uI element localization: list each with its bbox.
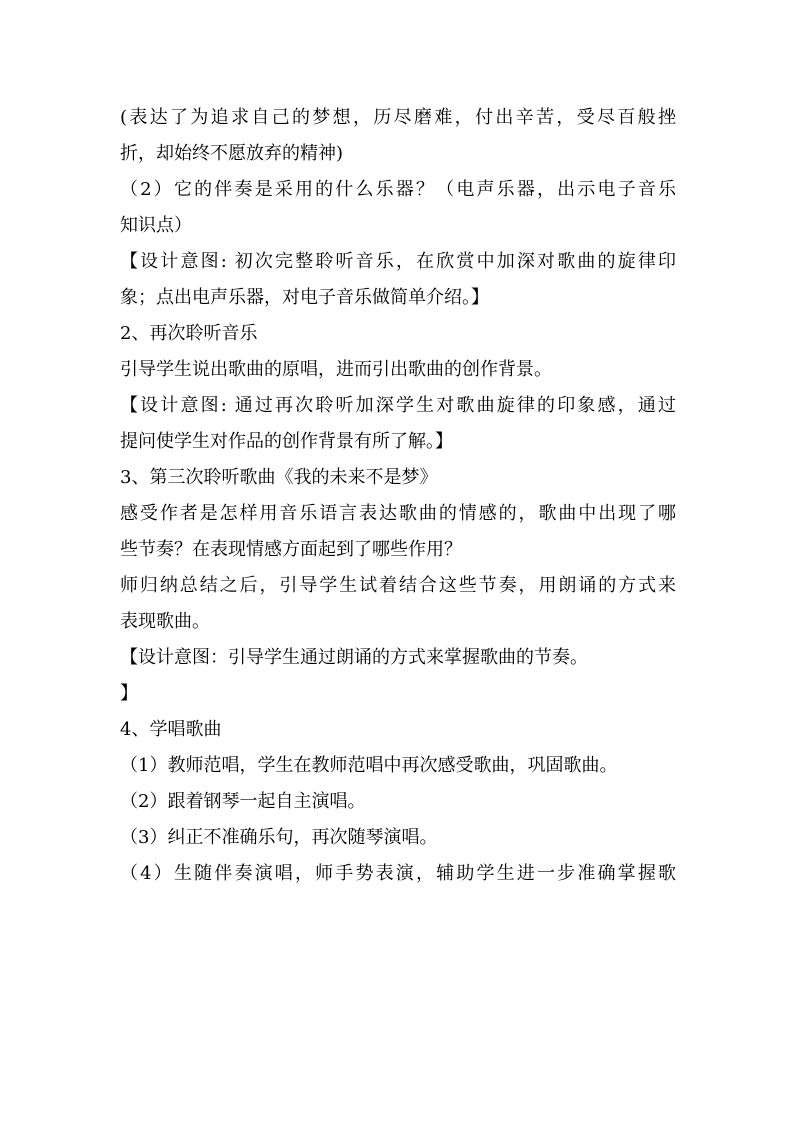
design-intent-2-line-1: 【设计意图: 通过再次聆听加深学生对歌曲旋律的印象感，通过 [120,395,676,416]
question-2-line-1: （2）它的伴奏是采用的什么乐器？（电声乐器，出示电子音乐 [120,179,676,200]
step-4: （4）生随伴奏演唱，师手势表演，辅助学生进一步准确掌握歌 [120,863,676,884]
paragraph-line-1: (表达了为追求自己的梦想，历尽磨难，付出辛苦，受尽百般挫 [120,107,676,128]
design-intent-2-line-2: 提问使学生对作品的创作背景有所了解。】 [120,431,453,452]
section-3-text-line-4: 表现歌曲。 [120,611,210,632]
paragraph-line-2: 折，却始终不愿放弃的精神) [120,143,344,164]
document-page [120,100,676,892]
section-3-text-line-2: 些节奏？在表现情感方面起到了哪些作用？ [120,539,462,560]
section-heading-2: 2、再次聆听音乐 [120,323,258,344]
section-heading-4: 4、学唱歌曲 [120,719,222,740]
design-intent-3-line-2: 】 [120,683,138,704]
step-2: （2）跟着钢琴一起自主演唱。 [120,791,366,812]
section-2-text: 引导学生说出歌曲的原唱，进而引出歌曲的创作背景。 [120,359,552,380]
section-3-text-line-1: 感受作者是怎样用音乐语言表达歌曲的情感的，歌曲中出现了哪 [120,503,676,524]
design-intent-1-line-2: 象；点出电声乐器，对电子音乐做简单介绍。】 [120,287,489,308]
question-2-line-2: 知识点） [120,215,192,236]
design-intent-3-line-1: 【设计意图：引导学生通过朗诵的方式来掌握歌曲的节奏。 [120,647,588,668]
step-1: （1）教师范唱，学生在教师范唱中再次感受歌曲，巩固歌曲。 [120,755,618,776]
section-heading-3: 3、第三次聆听歌曲《我的未来不是梦》 [120,467,438,488]
section-3-text-line-3: 师归纳总结之后，引导学生试着结合这些节奏，用朗诵的方式来 [120,575,676,596]
design-intent-1-line-1: 【设计意图: 初次完整聆听音乐，在欣赏中加深对歌曲的旋律印 [120,251,676,272]
step-3: （3）纠正不准确乐句，再次随琴演唱。 [120,827,438,848]
